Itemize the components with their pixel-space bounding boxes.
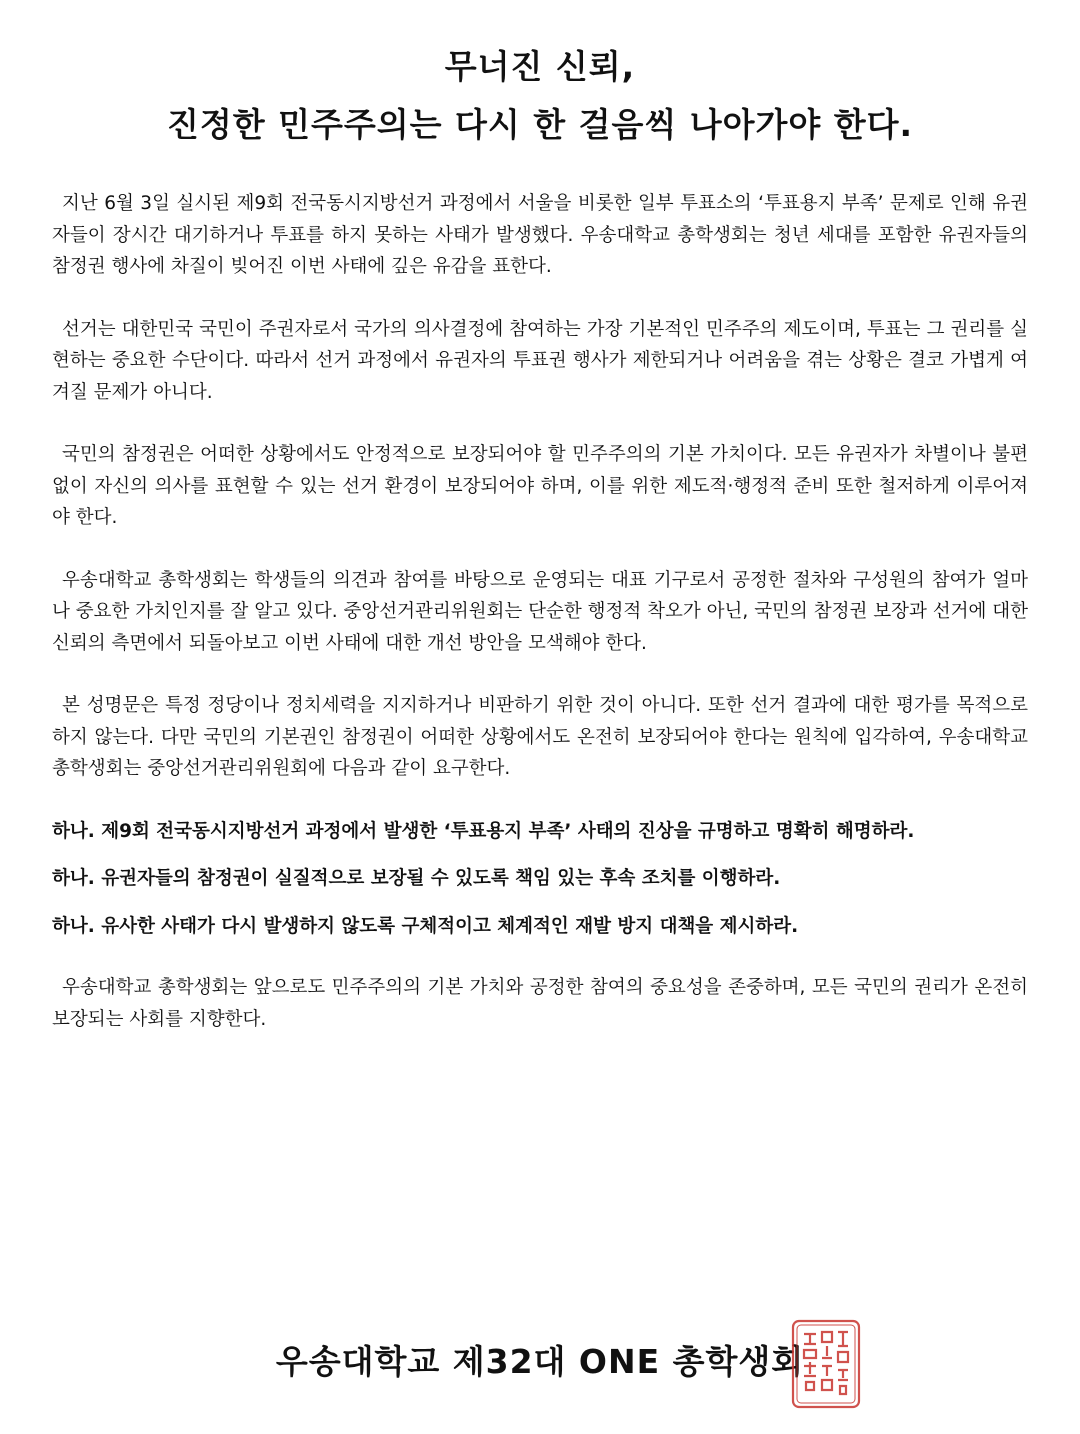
official-seal-stamp [790, 1318, 862, 1410]
seal-border [793, 1321, 859, 1407]
paragraph-2: 선거는 대한민국 국민이 주권자로서 국가의 의사결정에 참여하는 가장 기본적인 민주주의 제도이며, 투표는 그 권리를 실현하는 중요한 수단이다. 따라서 선거 과정에서 유권자의 투표권 행사가 제한되거나 어려움을 겪는 상황은 결코 가볍게 여겨질 문제가 아니다. [52, 318, 1028, 403]
paragraph-3: 국민의 참정권은 어떠한 상황에서도 안정적으로 보장되어야 할 민주주의의 기본 가치이다. 모든 유권자가 차별이나 불편 없이 자신의 의사를 표현할 수 있는 선거 환경이 보장되어야 하며, 이를 위한 제도적·행정적 준비 또한 철저하게 이루어져야 한다. [52, 444, 1028, 528]
title-line-2: 진정한 민주주의는 다시 한 걸음씩 나아가야 한다. [166, 105, 914, 144]
seal-glyph [804, 1362, 816, 1390]
paragraph-4: 우송대학교 총학생회는 학생들의 의견과 참여를 바탕으로 운영되는 대표 기구로서 공정한 절차와 구성원의 참여가 얼마나 중요한 가치인지를 잘 알고 있다. 중앙선거관리위원회는 단순한 행정적 착오가 아닌, 국민의 참정권 보장과 선거에 대한 신뢰의 측면에서 되돌아보고 이번 사태에 대한 개선 방안을 모색해야 한다. [52, 569, 1028, 654]
seal-glyph [838, 1332, 848, 1362]
seal-glyph [822, 1366, 832, 1390]
signature: 우송대학교 제32대 ONE 총학생회 [275, 1342, 805, 1381]
paragraph-5: 본 성명문은 특정 정당이나 정치세력을 지지하거나 비판하기 위한 것이 아니다. 또한 선거 결과에 대한 평가를 목적으로 하지 않는다. 다만 국민의 기본권인 참정권이 어떠한 상황에서도 온전히 보장되어야 한다는 원칙에 입각하여, 우송대학교 총학생회는 중앙선거관리위원회에 다음과 같이 요구한다. [52, 695, 1028, 779]
signature-row [0, 1336, 1080, 1383]
seal-glyph [822, 1332, 832, 1358]
demand-3: 하나. 유사한 사태가 다시 발생하지 않도록 구체적이고 체계적인 재발 방지 대책을 제시하라. [52, 915, 799, 937]
seal-glyph [838, 1370, 848, 1394]
seal-glyph [804, 1334, 816, 1358]
page-title [52, 38, 1028, 154]
demand-1: 하나. 제9회 전국동시지방선거 과정에서 발생한 ‘투표용지 부족’ 사태의 진상을 규명하고 명확히 해명하라. [52, 820, 915, 842]
statement-body [52, 188, 1028, 1035]
paragraph-1: 지난 6월 3일 실시된 제9회 전국동시지방선거 과정에서 서울을 비롯한 일부 투표소의 ‘투표용지 부족’ 문제로 인해 유권자들이 장시간 대기하거나 투표를 하지 못하는 사태가 발생했다. 우송대학교 총학생회는 청년 세대를 포함한 유권자들의 참정권 행사에 차질이 빚어진 이번 사태에 깊은 유감을 표한다. [52, 193, 1028, 277]
demand-2: 하나. 유권자들의 참정권이 실질적으로 보장될 수 있도록 책임 있는 후속 조치를 이행하라. [52, 868, 781, 889]
closing-paragraph: 우송대학교 총학생회는 앞으로도 민주주의의 기본 가치와 공정한 참여의 중요성을 존중하며, 모든 국민의 권리가 온전히 보장되는 사회를 지향한다. [52, 977, 1028, 1030]
title-line-1: 무너진 신뢰, [444, 47, 636, 86]
